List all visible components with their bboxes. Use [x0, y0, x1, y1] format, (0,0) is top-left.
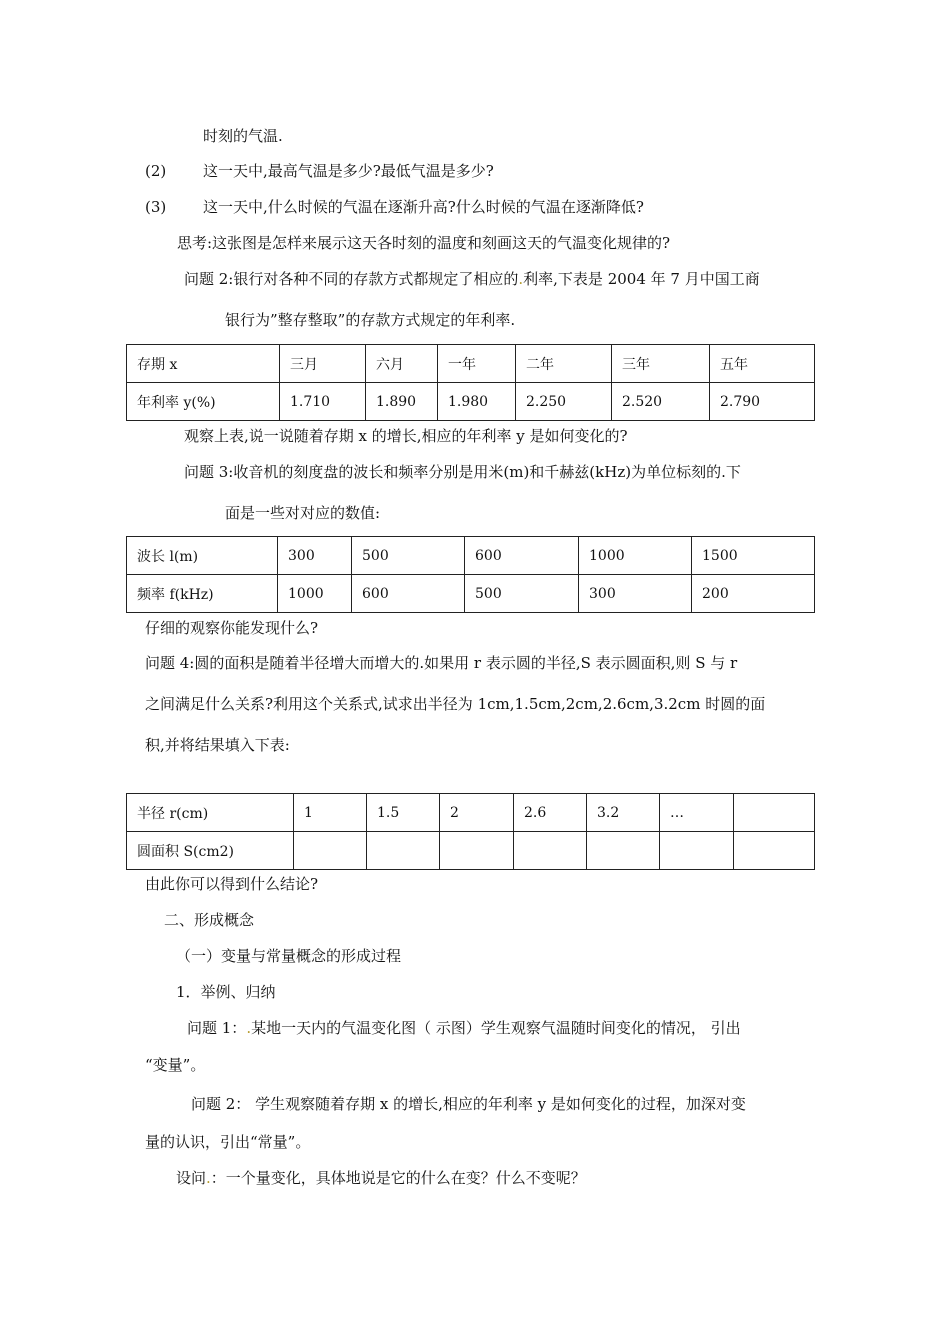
ask-label: 设问	[176, 1169, 207, 1187]
table-cell	[294, 832, 367, 870]
interest-rate-table	[126, 344, 815, 421]
problem-4-line-2: 之间满足什么关系?利用这个关系式,试求出半径为 1cm,1.5cm,2cm,2.6cm,3.2cm 时圆的面	[145, 695, 766, 713]
problem-2-line-1a: 问题 2:银行对各种不同的存款方式都规定了相应的	[184, 270, 519, 288]
mark-dot: .	[246, 1019, 252, 1037]
mark-dot: .	[518, 270, 524, 288]
table-cell: 2	[440, 794, 514, 832]
table-cell: 1.710	[280, 383, 366, 421]
question-number: (3)	[145, 198, 167, 216]
table-cell: 200	[692, 575, 815, 613]
problem-4-line-1: 问题 4:圆的面积是随着半径增大而增大的.如果用 r 表示圆的半径,S 表示圆面积,则 S 与 r	[145, 654, 738, 672]
table-cell	[587, 832, 660, 870]
table-cell: 500	[352, 537, 465, 575]
list-item-heading: 1．举例、归纳	[176, 983, 276, 1001]
ask-text: ：一个量变化，具体地说是它的什么在变？什么不变呢？	[210, 1169, 586, 1187]
table-cell: 3.2	[587, 794, 660, 832]
section-ask	[176, 1171, 586, 1186]
table-row	[127, 832, 815, 870]
mark-dot: .	[206, 1169, 211, 1187]
table-cell: 1.5	[367, 794, 440, 832]
table-cell	[660, 832, 734, 870]
table-row	[127, 794, 815, 832]
table-2-question: 仔细的观察你能发现什么?	[145, 619, 319, 637]
table-cell: 1500	[692, 537, 815, 575]
table-cell: 年利率 y(%)	[127, 383, 280, 421]
problem-4-line-3: 积,并将结果填入下表:	[145, 736, 290, 754]
section-q2-line-1: 问题 2： 学生观察随着存期 x 的增长,相应的年利率 y 是如何变化的过程，加深对变	[191, 1095, 746, 1113]
circle-area-table	[126, 793, 815, 870]
table-cell: 五年	[710, 345, 815, 383]
problem-3-line-2: 面是一些对对应的数值:	[225, 504, 381, 522]
table-cell	[440, 832, 514, 870]
table-row	[127, 383, 815, 421]
table-cell	[367, 832, 440, 870]
question-text: 这一天中,什么时候的气温在逐渐升高?什么时候的气温在逐渐降低?	[203, 198, 644, 216]
table-cell: 500	[465, 575, 579, 613]
table-cell: 圆面积 S(cm2)	[127, 832, 294, 870]
section-q1-line-2: “变量”。	[145, 1056, 206, 1074]
section-q1-text: 某地一天内的气温变化图（ 示图）学生观察气温随时间变化的情况， 引出	[251, 1019, 741, 1037]
table-cell	[734, 794, 815, 832]
intro-line: 时刻的气温.	[203, 127, 283, 145]
table-cell: …	[660, 794, 734, 832]
question-number: (2)	[145, 162, 167, 180]
subsection-heading: （一）变量与常量概念的形成过程	[176, 947, 402, 965]
table-cell: 1.980	[438, 383, 516, 421]
problem-2-line-1	[184, 272, 760, 287]
think-prompt: 思考:这张图是怎样来展示这天各时刻的温度和刻画这天的气温变化规律的?	[177, 234, 671, 252]
question-text: 这一天中,最高气温是多少?最低气温是多少?	[203, 162, 494, 180]
table-cell: 存期 x	[127, 345, 280, 383]
section-heading: 二、形成概念	[164, 911, 255, 929]
section-q1-label: 问题 1：	[187, 1019, 247, 1037]
table-cell: 600	[465, 537, 579, 575]
table-cell: 600	[352, 575, 465, 613]
table-cell	[734, 832, 815, 870]
table-cell: 2.790	[710, 383, 815, 421]
table-cell	[514, 832, 587, 870]
table-cell: 三年	[612, 345, 710, 383]
table-cell: 300	[278, 537, 352, 575]
table-cell: 六月	[366, 345, 438, 383]
section-q1-line-1	[187, 1021, 741, 1036]
table-row	[127, 345, 815, 383]
problem-2-line-2: 银行为”整存整取”的存款方式规定的年利率.	[225, 311, 516, 329]
table-1-question: 观察上表,说一说随着存期 x 的增长,相应的年利率 y 是如何变化的?	[184, 427, 628, 445]
table-row	[127, 537, 815, 575]
problem-2-line-1b: 利率,下表是 2004 年 7 月中国工商	[523, 270, 760, 288]
table-cell: 1.890	[366, 383, 438, 421]
radio-frequency-table	[126, 536, 815, 613]
table-cell: 半径 r(cm)	[127, 794, 294, 832]
table-cell: 一年	[438, 345, 516, 383]
table-cell: 1	[294, 794, 367, 832]
table-cell: 二年	[516, 345, 612, 383]
table-cell: 1000	[579, 537, 692, 575]
table-cell: 2.250	[516, 383, 612, 421]
table-3-question: 由此你可以得到什么结论?	[145, 875, 319, 893]
problem-3-line-1: 问题 3:收音机的刻度盘的波长和频率分别是用米(m)和千赫兹(kHz)为单位标刻的.下	[184, 463, 741, 481]
table-cell: 频率 f(kHz)	[127, 575, 278, 613]
table-cell: 300	[579, 575, 692, 613]
table-cell: 2.520	[612, 383, 710, 421]
table-cell: 1000	[278, 575, 352, 613]
table-cell: 2.6	[514, 794, 587, 832]
table-row	[127, 575, 815, 613]
table-cell: 三月	[280, 345, 366, 383]
table-cell: 波长 l(m)	[127, 537, 278, 575]
section-q2-line-2: 量的认识，引出“常量”。	[145, 1133, 311, 1151]
